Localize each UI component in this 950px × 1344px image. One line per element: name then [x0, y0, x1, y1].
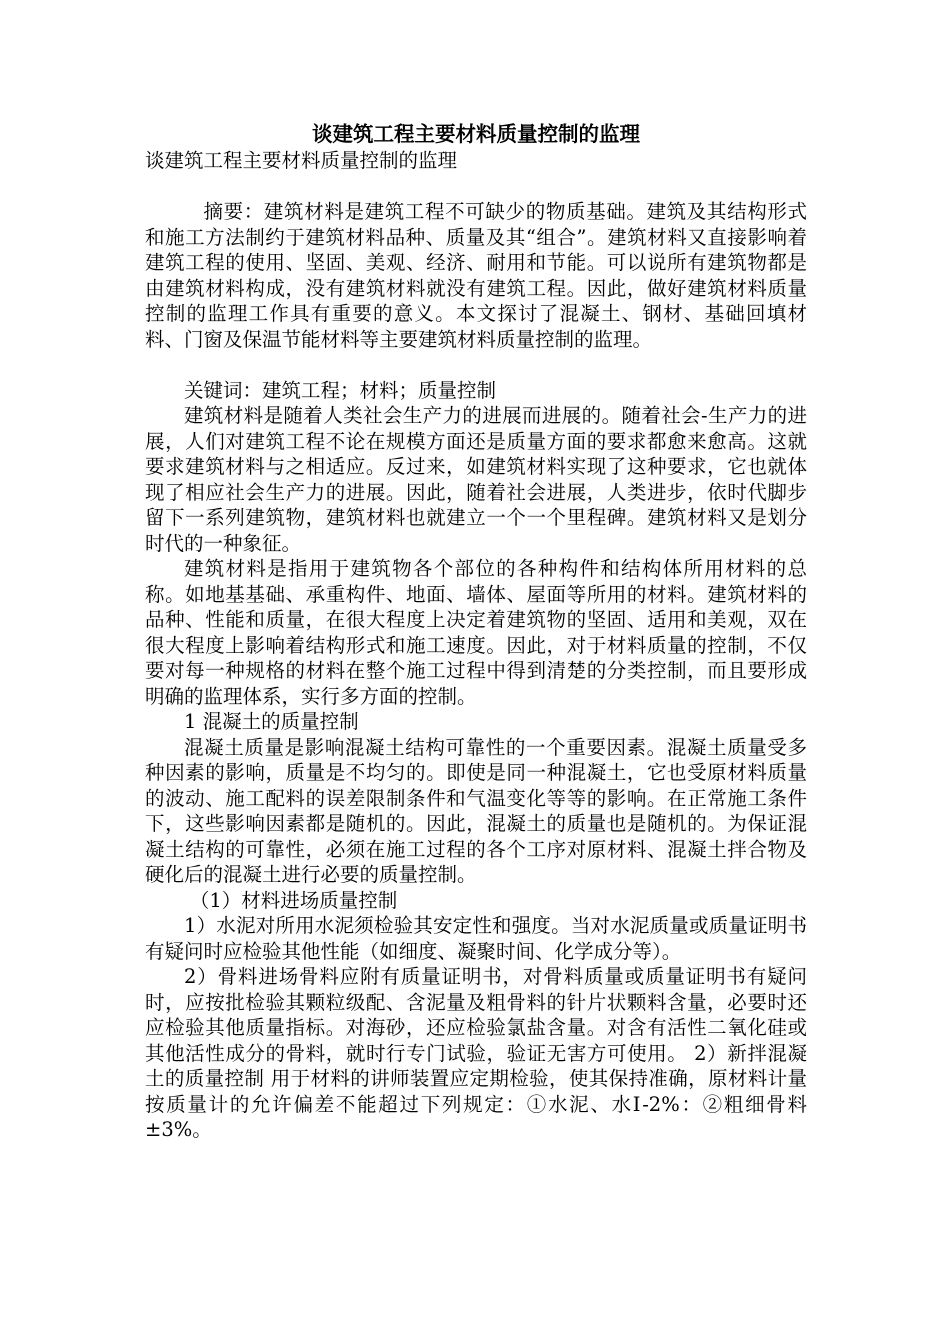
body-paragraph: 建筑材料是随着人类社会生产力的进展而进展的。随着社会-生产力的进展，人们对建筑工程不论在规模方面还是质量方面的要求都愈来愈高。这就要求建筑材料与之相适应。反过来，如建筑材料实现了这种要求，它也就体现了相应社会生产力的进展。因此，随着社会进展，人类进步，依时代脚步留下一系列建筑物，建筑材料也就建立一个一个里程碑。建筑材料又是划分时代的一种象征。 — [145, 404, 807, 555]
body-paragraph: 建筑材料是指用于建筑物各个部位的各种构件和结构体所用材料的总称。如地基基础、承重构件、地面、墙体、屋面等所用的材料。建筑材料的品种、性能和质量，在很大程度上决定着建筑物的坚固、适用和美观，双在很大程度上影响着结构形式和施工速度。因此，对于材料质量的控制，不仅要对每一种规格的材料在整个施工过程中得到清楚的分类控制，而且要形成明确的监理体系，实行多方面的控制。 — [145, 557, 807, 708]
blank-line — [145, 352, 807, 378]
subsection-heading: （1）材料进场质量控制 — [189, 888, 398, 912]
body-paragraph: 1）水泥对所用水泥须检验其安定性和强度。当对水泥质量或质量证明书有疑问时应检验其他性能（如细度、凝聚时间、化学成分等）。 — [145, 914, 807, 963]
body-paragraph: 2）骨料进场骨料应附有质量证明书，对骨料质量或质量证明书有疑问时，应按批检验其颗粒级配、含泥量及粗骨料的针片状颗料含量，必要时还应检验其他质量指标。对海砂，还应检验氯盐含量。对含有活性二氧化硅或其他活性成分的骨料，就时行专门试验，验证无害方可使用。 2）新拌混凝土的质量控制 用于材料的讲师装置应定期检验，使其保持准确，原材料计量按质量计的允许偏差不能超过下列规定：①水泥、水Ⅰ-2%：②粗细骨料±3%。 — [145, 965, 807, 1141]
body-paragraph: 混凝土质量是影响混凝土结构可靠性的一个重要因素。混凝土质量受多种因素的影响，质量是不均匀的。即使是同一种混凝土，它也受原材料质量的波动、施工配料的误差限制条件和气温变化等等的影响。在正常施工条件下，这些影响因素都是随机的。因此，混凝土的质量也是随机的。为保证混凝土结构的可靠性，必须在施工过程的各个工序对原材料、混凝土拌合物及硬化后的混凝土进行必要的质量控制。 — [145, 735, 807, 886]
document-title: 谈建筑工程主要材料质量控制的监理 — [312, 122, 640, 146]
keywords-line: 关键词：建筑工程；材料；质量控制 — [184, 378, 497, 402]
document-subtitle: 谈建筑工程主要材料质量控制的监理 — [145, 149, 458, 172]
abstract-paragraph: 摘要：建筑材料是建筑工程不可缺少的物质基础。建筑及其结构形式和施工方法制约于建筑材料品种、质量及其“组合”。建筑材料又直接影响着建筑工程的使用、坚固、美观、经济、耐用和节能。可以说所有建筑物都是由建筑材料构成，没有建筑材料就没有建筑工程。因此，做好建筑材料质量控制的监理工作具有重要的意义。本文探讨了混凝土、钢材、基础回填材料、门窗及保温节能材料等主要建筑材料质量控制的监理。 — [145, 200, 807, 351]
section-heading: 1 混凝土的质量控制 — [184, 710, 359, 733]
document-page — [145, 120, 807, 1143]
blank-line — [145, 174, 807, 200]
